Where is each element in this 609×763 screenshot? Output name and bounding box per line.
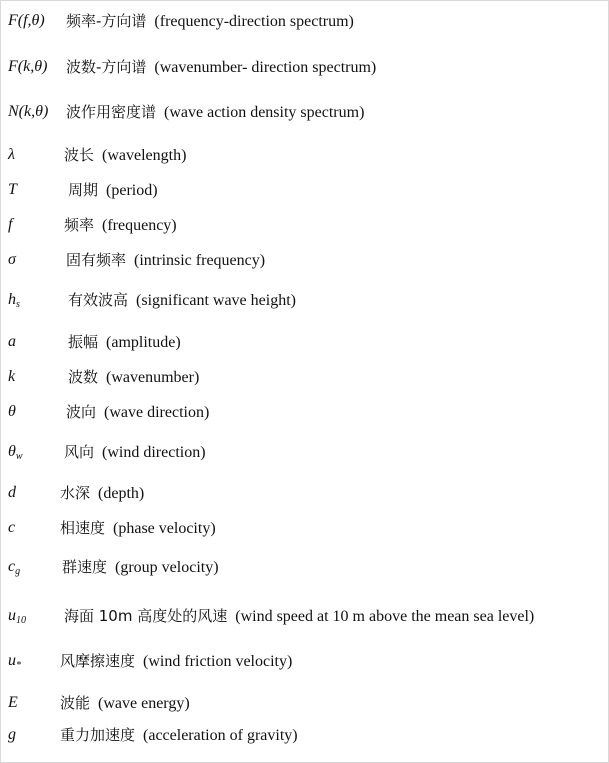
glossary-row [0,210,609,240]
chinese-term: 重力加速度 [60,726,136,744]
glossary-row [0,601,609,631]
symbol-main: F(k,θ) [8,58,48,75]
glossary-row [0,6,609,36]
symbol [8,362,15,392]
description [64,140,186,171]
english-term: (wavelength) [102,147,187,164]
chinese-term: 波能 [60,694,91,712]
english-term: (wavenumber- direction spectrum) [154,59,377,76]
english-term: (significant wave height) [136,292,296,309]
english-term: (wind speed at 10 m above the mean sea level) [235,608,535,625]
symbol [8,688,18,718]
glossary-row [0,513,609,543]
chinese-term: 频率-方向谱 [66,12,147,30]
chinese-term: 波数-方向谱 [66,58,147,76]
english-term: (frequency) [102,217,177,234]
symbol-main: N(k,θ) [8,103,49,120]
description [68,327,181,358]
symbol [8,285,20,320]
glossary-row [0,97,609,127]
symbol [8,397,16,427]
description [60,513,216,544]
symbol [8,97,48,127]
glossary-row [0,646,609,676]
symbol-main: σ [8,251,16,268]
description [62,552,219,583]
glossary-row [0,245,609,275]
symbol-main: E [8,694,18,711]
description [64,437,206,468]
symbol [8,646,21,681]
symbol-main: λ [8,146,15,163]
symbol-main: u [8,652,16,669]
description [66,397,209,428]
symbol-main: θ [8,443,16,460]
description [68,175,158,206]
symbol-subscript: g [15,566,21,577]
english-term: (depth) [98,485,145,502]
symbol [8,210,12,240]
chinese-term: 振幅 [68,333,99,351]
chinese-term: 风摩擦速度 [60,652,136,670]
symbol-main: f [8,216,13,233]
chinese-term: 频率 [64,216,95,234]
symbol-main: T [8,181,17,198]
glossary-row [0,52,609,82]
chinese-term: 群速度 [62,558,108,576]
glossary-row [0,552,609,582]
symbol-main: c [8,558,16,575]
chinese-term: 波数 [68,368,99,386]
description [64,210,177,241]
english-term: (phase velocity) [113,520,216,537]
symbol-main: a [8,333,16,350]
english-term: (period) [106,182,158,199]
english-term: (wavenumber) [106,369,200,386]
english-term: (wave action density spectrum) [164,104,365,121]
glossary-row [0,720,609,750]
chinese-term: 波向 [66,403,97,421]
glossary-row [0,285,609,315]
symbol [8,513,15,543]
symbol-main: k [8,368,16,385]
glossary-row [0,327,609,357]
symbol [8,245,16,275]
description [66,52,376,83]
glossary-row [0,140,609,170]
symbol-subscript: s [16,299,20,310]
symbol-main: F(f,θ) [8,12,45,29]
english-term: (amplitude) [106,334,181,351]
description [66,245,265,276]
english-term: (wind friction velocity) [143,653,293,670]
description [64,601,534,632]
symbol [8,327,16,357]
symbol [8,601,26,636]
glossary-row [0,362,609,392]
glossary-row [0,688,609,718]
symbol [8,552,20,587]
chinese-term: 有效波高 [68,291,129,309]
chinese-term: 海面 10m 高度处的风速 [64,607,228,625]
description [60,720,298,751]
english-term: (intrinsic frequency) [134,252,266,269]
symbol [8,175,17,205]
chinese-term: 风向 [64,443,95,461]
description [66,6,354,37]
chinese-term: 相速度 [60,519,106,537]
symbol-main: d [8,484,16,501]
chinese-term: 固有频率 [66,251,127,269]
english-term: (acceleration of gravity) [143,727,298,744]
symbol-main: θ [8,403,16,420]
description [60,478,144,509]
glossary-row [0,478,609,508]
symbol [8,478,16,508]
symbol-subscript: 10 [16,615,26,626]
symbol-main: u [8,607,16,624]
symbol-subscript: w [15,451,23,462]
glossary-row [0,397,609,427]
chinese-term: 波长 [64,146,95,164]
chinese-term: 水深 [60,484,91,502]
english-term: (group velocity) [115,559,219,576]
symbol-main: h [8,291,16,308]
symbol-main: g [8,726,16,743]
chinese-term: 周期 [68,181,99,199]
description [68,285,296,316]
glossary-row [0,175,609,205]
description [60,646,292,677]
english-term: (wave energy) [98,695,190,712]
symbol [8,720,16,750]
description [66,97,364,128]
symbol [8,6,45,36]
english-term: (wave direction) [104,404,210,421]
english-term: (frequency-direction spectrum) [154,13,354,30]
symbol [8,437,23,472]
symbol [8,140,15,170]
description [60,688,190,719]
symbol-main: c [8,519,16,536]
glossary-row [0,437,609,467]
english-term: (wind direction) [102,444,206,461]
symbol [8,52,47,82]
chinese-term: 波作用密度谱 [66,103,157,121]
symbol-subscript: * [16,660,21,671]
description [68,362,199,393]
